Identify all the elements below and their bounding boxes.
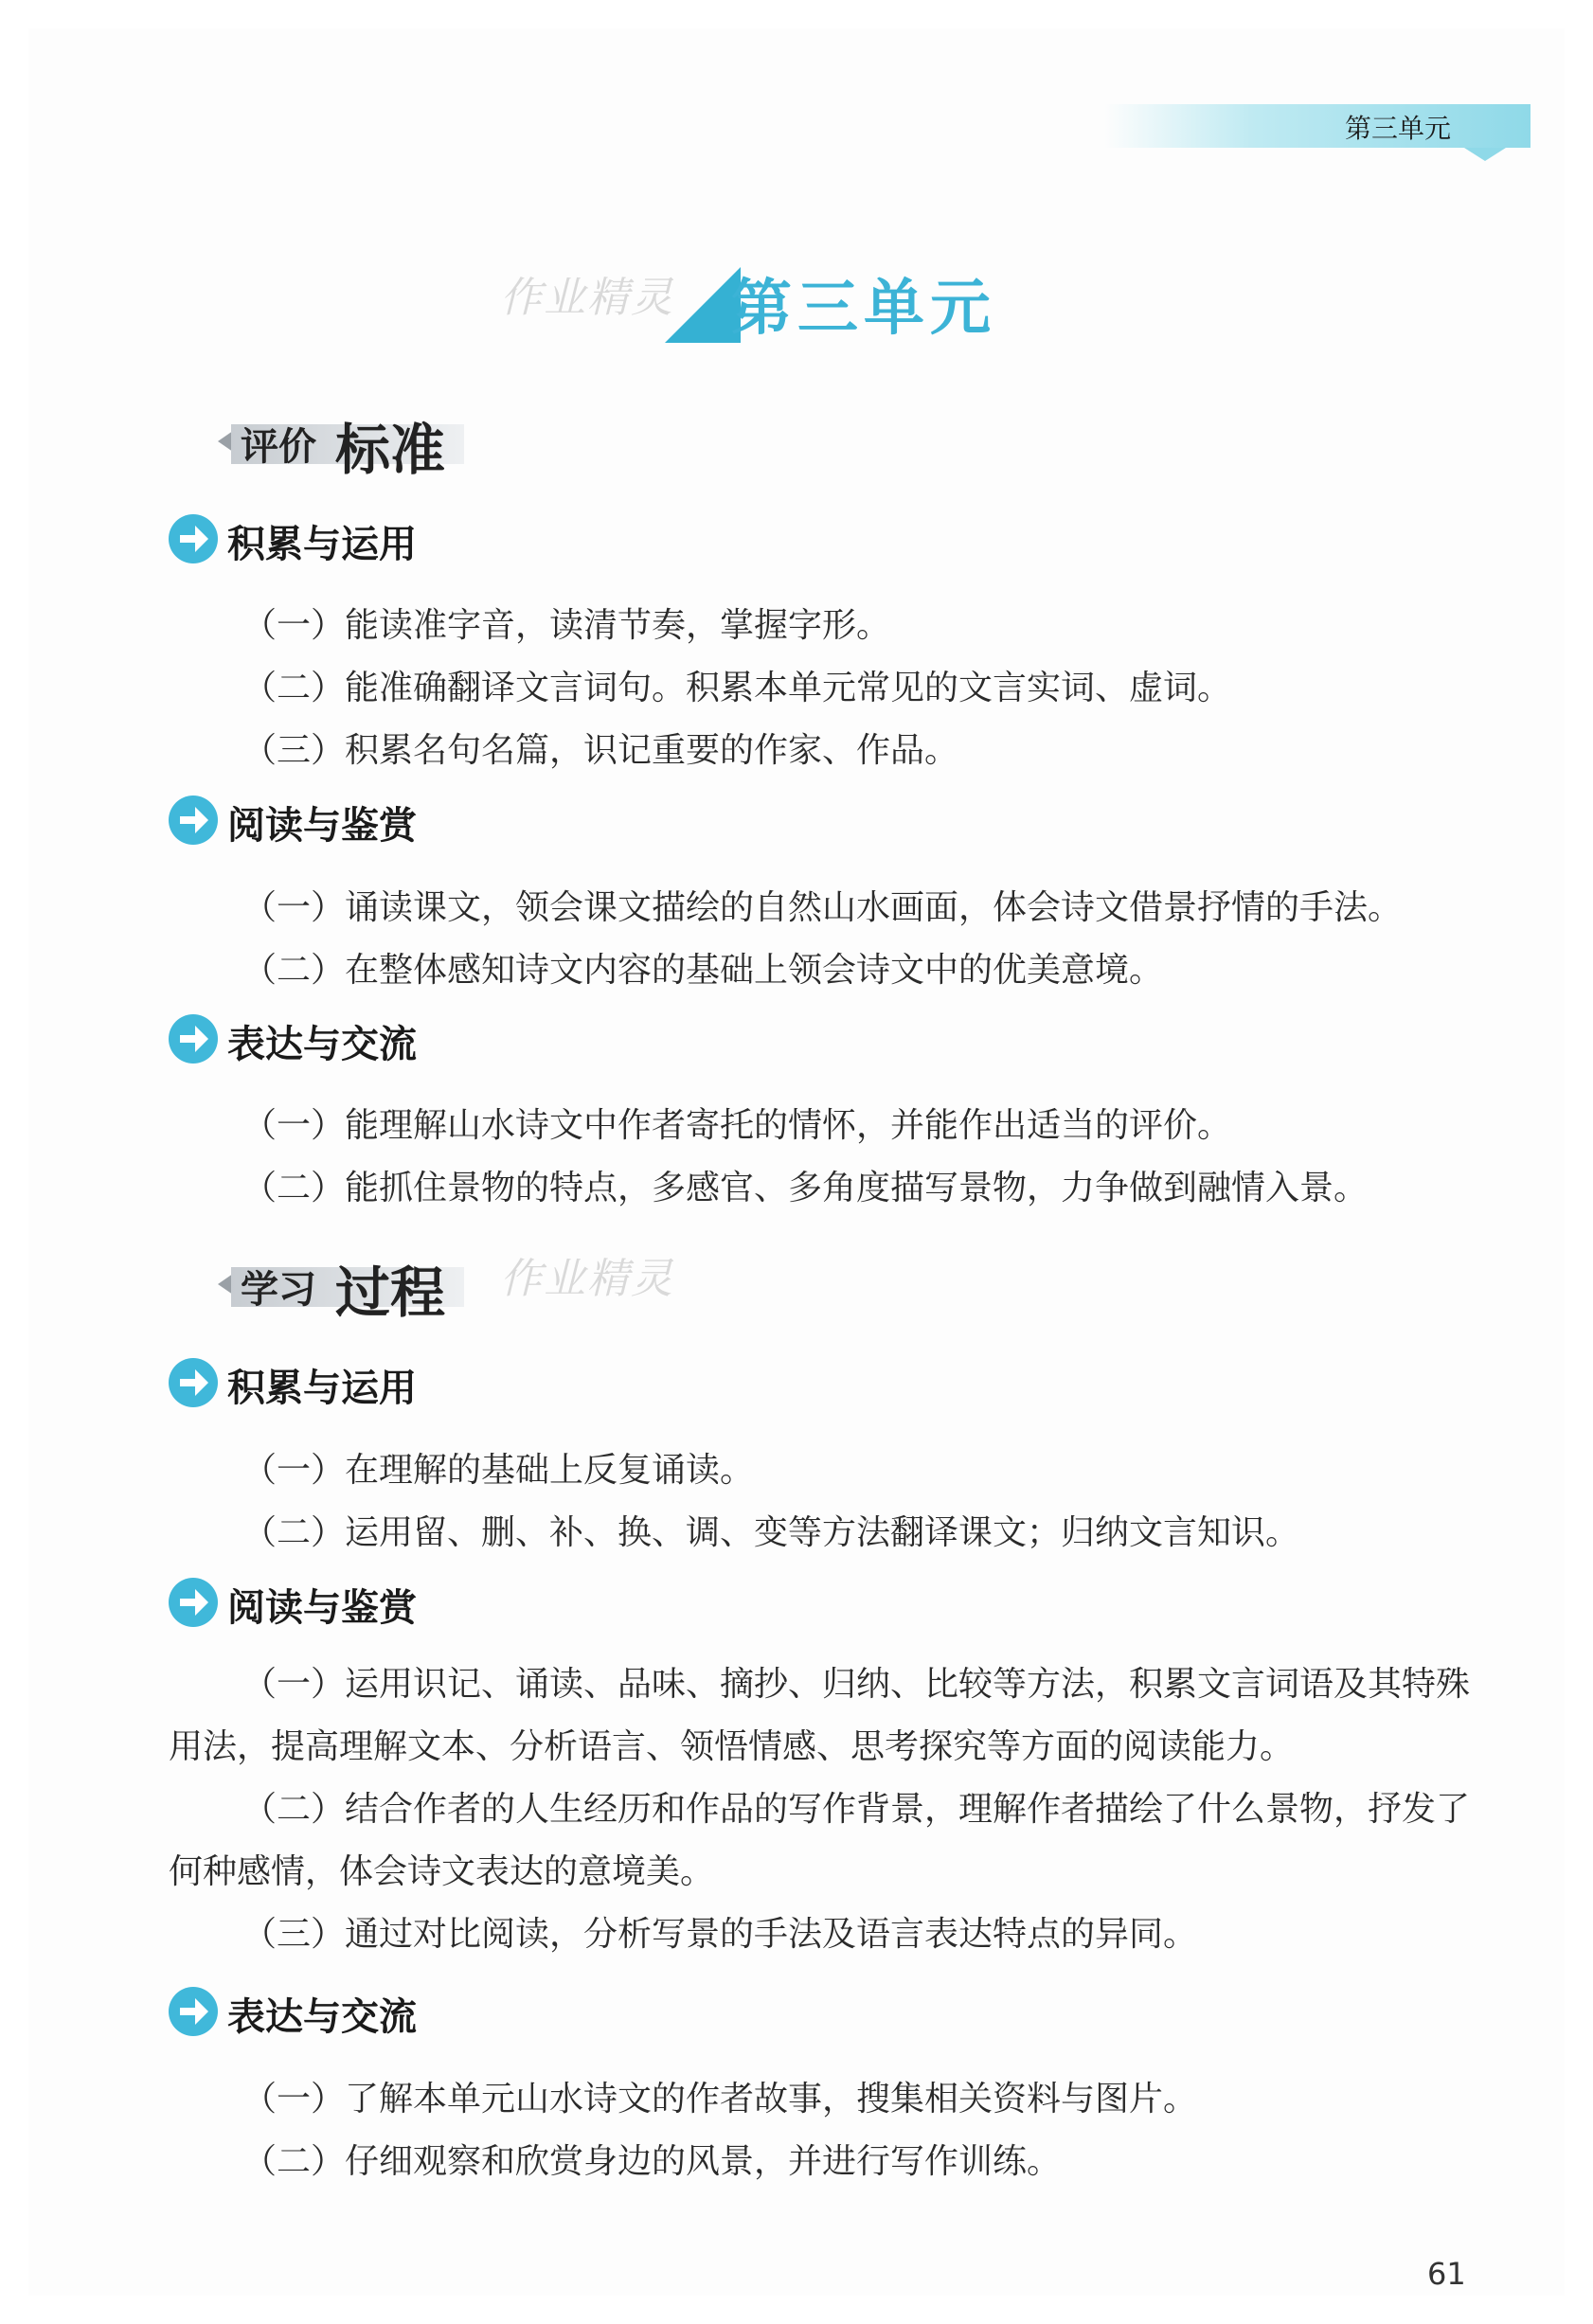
arrow-right-icon: [169, 1987, 218, 2036]
subheading-label: 阅读与鉴赏: [227, 804, 417, 848]
paragraph: （一）运用识记、诵读、品味、摘抄、归纳、比较等方法，积累文言词语及其特殊用法，提高理解文本、分析语言、领悟情感、思考探究等方面的阅读能力。: [169, 1665, 1471, 1766]
list-item: （二）在整体感知诗文内容的基础上领会诗文中的优美意境。: [242, 951, 1164, 990]
badge-small-text: 评价: [241, 425, 316, 469]
list-item: （二）仔细观察和欣赏身边的风景，并进行写作训练。: [242, 2142, 1062, 2181]
badge-big-text: 标准: [335, 418, 446, 482]
subheading-label: 积累与运用: [227, 1367, 417, 1410]
list-item: （一）能理解山水诗文中作者寄托的情怀，并能作出适当的评价。: [242, 1106, 1232, 1145]
watermark: 作业精灵: [500, 1255, 674, 1303]
list-item: （二）能抓住景物的特点，多感官、多角度描写景物，力争做到融情入景。: [242, 1169, 1369, 1207]
arrow-right-icon: [169, 796, 218, 845]
paragraph: （三）通过对比阅读，分析写景的手法及语言表达特点的异同。: [242, 1915, 1198, 1954]
list-item: （一）能读准字音，读清节奏，掌握字形。: [242, 606, 891, 645]
section-badge-process: [218, 1248, 502, 1325]
subheading-label: 积累与运用: [227, 523, 417, 566]
section-badge-evaluation: [218, 405, 502, 482]
header-notch: [1464, 148, 1506, 161]
page: [28, 28, 1565, 2296]
arrow-right-icon: [169, 1014, 218, 1064]
badge-big-text: 过程: [335, 1260, 446, 1325]
title-triangle-icon: [665, 267, 741, 343]
list-item: （一）了解本单元山水诗文的作者故事，搜集相关资料与图片。: [242, 2080, 1198, 2118]
unit-title: 第三单元: [731, 274, 996, 344]
badge-small-text: 学习: [241, 1268, 316, 1312]
watermark: 作业精灵: [500, 274, 674, 322]
arrow-right-icon: [169, 1358, 218, 1407]
arrow-right-icon: [169, 1578, 218, 1627]
header-tab: [1104, 104, 1530, 148]
subheading-label: 阅读与鉴赏: [227, 1586, 417, 1630]
page-number: 61: [1427, 2256, 1466, 2292]
paragraph: （二）结合作者的人生经历和作品的写作背景，理解作者描绘了什么景物，抒发了何种感情，体会诗文表达的意境美。: [169, 1790, 1471, 1891]
list-item: （二）运用留、删、补、换、调、变等方法翻译课文；归纳文言知识。: [242, 1513, 1300, 1552]
arrow-right-icon: [169, 514, 218, 563]
list-item: （一）在理解的基础上反复诵读。: [242, 1451, 755, 1490]
subheading-label: 表达与交流: [227, 1995, 417, 2039]
list-item: （三）积累名句名篇，识记重要的作家、作品。: [242, 731, 959, 770]
header-tab-label: 第三单元: [1344, 113, 1451, 144]
list-item: （二）能准确翻译文言词句。积累本单元常见的文言实词、虚词。: [242, 669, 1232, 707]
subheading-label: 表达与交流: [227, 1023, 417, 1066]
list-item: （一）诵读课文，领会课文描绘的自然山水画面，体会诗文借景抒情的手法。: [242, 888, 1403, 927]
